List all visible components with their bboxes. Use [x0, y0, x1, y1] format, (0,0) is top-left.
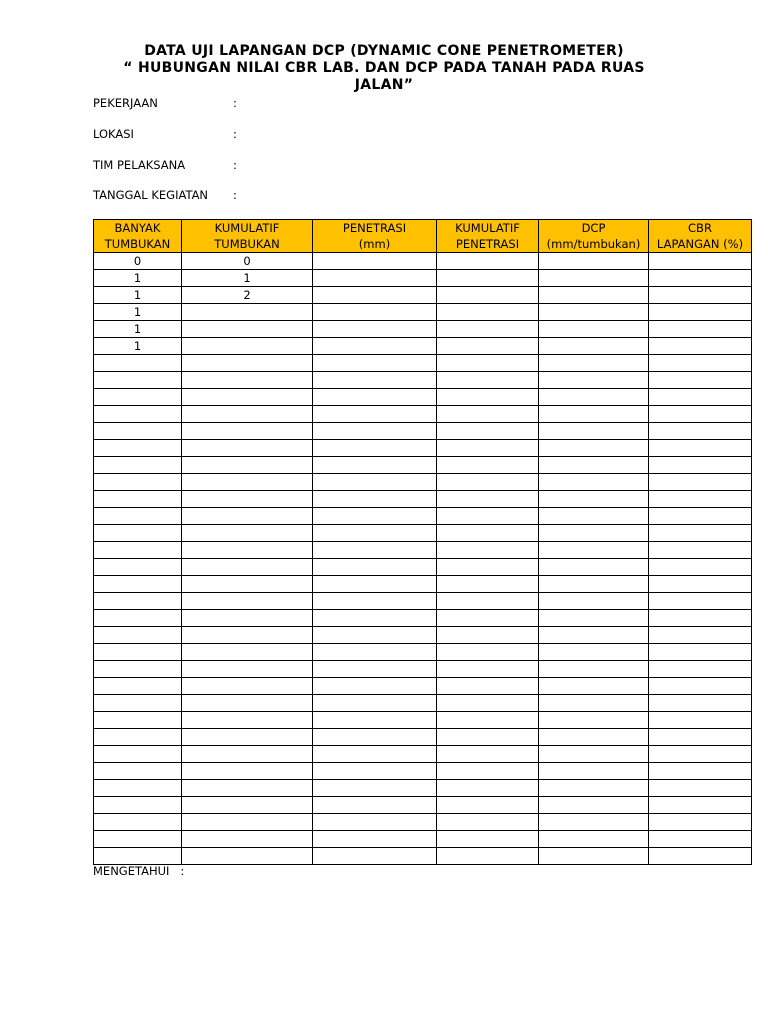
mengetahui-field [93, 864, 184, 878]
table-cell [539, 712, 649, 729]
table-cell [313, 406, 437, 423]
title-line-2: “ HUBUNGAN NILAI CBR LAB. DAN DCP PADA TANAH PADA RUAS [123, 60, 645, 76]
table-cell [313, 508, 437, 525]
table-cell [649, 661, 752, 678]
table-cell [313, 440, 437, 457]
table-cell [94, 627, 182, 644]
table-cell [437, 627, 539, 644]
table-cell [313, 338, 437, 355]
table-cell [539, 474, 649, 491]
table-cell [649, 355, 752, 372]
table-cell [437, 525, 539, 542]
table-cell [182, 678, 313, 695]
table-row [94, 508, 752, 525]
table-cell [94, 474, 182, 491]
table-cell [649, 848, 752, 865]
header-line: KUMULATIF [214, 221, 280, 235]
table-cell [94, 576, 182, 593]
table-cell [539, 440, 649, 457]
table-row [94, 355, 752, 372]
table-cell [539, 763, 649, 780]
table-cell [649, 491, 752, 508]
table-cell [313, 389, 437, 406]
table-cell [313, 372, 437, 389]
table-cell [94, 797, 182, 814]
field-label: TIM PELAKSANA [93, 158, 186, 172]
table-cell [94, 355, 182, 372]
table-row [94, 610, 752, 627]
header-line: (mm/tumbukan) [546, 237, 641, 251]
table-cell [94, 746, 182, 763]
table-cell [649, 525, 752, 542]
table-row [94, 593, 752, 610]
table-cell [539, 355, 649, 372]
table-cell: 2 [182, 287, 313, 304]
table-cell [437, 457, 539, 474]
table-cell [94, 508, 182, 525]
table-row [94, 321, 752, 338]
table-cell [649, 576, 752, 593]
table-cell [182, 763, 313, 780]
table-cell [313, 474, 437, 491]
table-cell [182, 372, 313, 389]
table-cell [649, 797, 752, 814]
table-cell [182, 355, 313, 372]
table-cell [437, 355, 539, 372]
table-cell [437, 780, 539, 797]
table-cell [182, 746, 313, 763]
table-cell [539, 627, 649, 644]
table-cell [649, 593, 752, 610]
table-cell [94, 661, 182, 678]
table-cell [313, 797, 437, 814]
table-cell [649, 287, 752, 304]
table-cell [182, 661, 313, 678]
table-cell [649, 508, 752, 525]
table-cell [182, 593, 313, 610]
table-cell [539, 491, 649, 508]
table-cell [94, 644, 182, 661]
table-cell [539, 610, 649, 627]
table-cell [539, 814, 649, 831]
table-cell: 1 [94, 321, 182, 338]
field-colon: : [233, 127, 237, 141]
table-cell [94, 814, 182, 831]
table-cell [182, 542, 313, 559]
table-cell [313, 678, 437, 695]
table-cell [437, 695, 539, 712]
table-cell [94, 831, 182, 848]
column-header-dcp [539, 220, 649, 253]
table-row [94, 287, 752, 304]
header-line: BANYAK [114, 221, 161, 235]
table-cell [649, 253, 752, 270]
table-cell [649, 389, 752, 406]
table-row [94, 389, 752, 406]
table-cell [539, 780, 649, 797]
table-cell [94, 457, 182, 474]
table-cell [437, 848, 539, 865]
table-cell [182, 610, 313, 627]
table-cell [437, 661, 539, 678]
table-cell [94, 559, 182, 576]
field-label: TANGGAL KEGIATAN [93, 188, 209, 202]
table-row [94, 457, 752, 474]
table-cell [539, 746, 649, 763]
table-cell [539, 729, 649, 746]
table-row [94, 661, 752, 678]
header-line: LAPANGAN (%) [656, 237, 744, 251]
table-cell [539, 576, 649, 593]
table-cell [437, 644, 539, 661]
document-title [80, 43, 688, 94]
column-header-penetrasi [313, 220, 437, 253]
table-cell [313, 831, 437, 848]
table-row [94, 848, 752, 865]
table-cell [182, 440, 313, 457]
table-cell [437, 321, 539, 338]
table-cell [313, 695, 437, 712]
table-cell [437, 253, 539, 270]
table-cell [539, 695, 649, 712]
table-cell [313, 270, 437, 287]
table-cell [437, 508, 539, 525]
table-cell [539, 542, 649, 559]
table-cell [437, 304, 539, 321]
table-cell [539, 372, 649, 389]
table-cell [313, 576, 437, 593]
table-cell [437, 270, 539, 287]
table-row [94, 746, 752, 763]
table-cell [94, 695, 182, 712]
table-row [94, 695, 752, 712]
table-row [94, 525, 752, 542]
table-cell [313, 287, 437, 304]
table-cell [649, 457, 752, 474]
table-cell [94, 440, 182, 457]
table-cell [313, 559, 437, 576]
table-cell [539, 304, 649, 321]
table-cell [437, 389, 539, 406]
table-cell [649, 678, 752, 695]
table-row [94, 729, 752, 746]
table-cell [94, 848, 182, 865]
table-cell [182, 780, 313, 797]
table-cell [539, 321, 649, 338]
table-cell [313, 712, 437, 729]
table-cell [313, 729, 437, 746]
table-cell [94, 491, 182, 508]
table-row [94, 559, 752, 576]
table-row [94, 797, 752, 814]
table-cell [437, 831, 539, 848]
table-row [94, 712, 752, 729]
table-cell [182, 576, 313, 593]
table-cell [182, 831, 313, 848]
field-tanggal-kegiatan [93, 188, 237, 202]
table-cell [313, 627, 437, 644]
table-cell [539, 593, 649, 610]
table-header-row [94, 220, 752, 253]
table-cell [94, 423, 182, 440]
table-cell [649, 338, 752, 355]
table-cell [539, 406, 649, 423]
table-cell [649, 270, 752, 287]
table-cell [313, 780, 437, 797]
table-cell [94, 593, 182, 610]
table-cell [182, 474, 313, 491]
table-cell [182, 729, 313, 746]
table-cell [539, 559, 649, 576]
column-header-kumulatif-tumbukan [182, 220, 313, 253]
table-row [94, 270, 752, 287]
table-cell [313, 321, 437, 338]
table-cell [539, 270, 649, 287]
table-cell [539, 389, 649, 406]
field-colon: : [233, 158, 237, 172]
table-cell [313, 491, 437, 508]
table-cell [313, 457, 437, 474]
table-cell [313, 661, 437, 678]
header-line: PENETRASI [342, 221, 407, 235]
table-cell [539, 644, 649, 661]
table-cell: 1 [94, 287, 182, 304]
table-cell [313, 610, 437, 627]
table-cell [437, 338, 539, 355]
field-colon: : [233, 96, 237, 110]
table-cell [437, 763, 539, 780]
table-cell [539, 678, 649, 695]
table-cell [649, 814, 752, 831]
table-cell [539, 338, 649, 355]
table-cell [539, 457, 649, 474]
table-cell [649, 304, 752, 321]
header-line: KUMULATIF [455, 221, 520, 235]
column-header-kumulatif-penetrasi [437, 220, 539, 253]
table-cell [94, 678, 182, 695]
table-row [94, 576, 752, 593]
table-cell [539, 525, 649, 542]
table-cell [649, 559, 752, 576]
header-line: CBR [688, 221, 712, 235]
table-cell [437, 712, 539, 729]
table-cell [182, 304, 313, 321]
table-cell [437, 542, 539, 559]
table-cell [649, 712, 752, 729]
table-row [94, 338, 752, 355]
table-cell: 1 [94, 304, 182, 321]
table-cell [539, 797, 649, 814]
field-colon: : [233, 188, 237, 202]
table-cell [182, 406, 313, 423]
table-row [94, 423, 752, 440]
table-cell [313, 423, 437, 440]
table-cell [649, 746, 752, 763]
field-tim-pelaksana [93, 158, 237, 172]
table-cell [649, 542, 752, 559]
table-row [94, 814, 752, 831]
table-cell [94, 389, 182, 406]
header-line: (mm) [358, 237, 391, 251]
table-body [94, 253, 752, 865]
table-row [94, 542, 752, 559]
table-cell [539, 508, 649, 525]
field-label: LOKASI [93, 127, 134, 141]
table-cell [437, 287, 539, 304]
table-cell [182, 525, 313, 542]
table-cell: 1 [94, 270, 182, 287]
table-row [94, 440, 752, 457]
table-cell [437, 593, 539, 610]
header-line: TUMBUKAN [214, 237, 280, 251]
table-row [94, 406, 752, 423]
title-line-1: DATA UJI LAPANGAN DCP (DYNAMIC CONE PENETROMETER) [144, 43, 624, 59]
table-cell [94, 406, 182, 423]
table-cell: 1 [182, 270, 313, 287]
table-cell [437, 559, 539, 576]
table-cell [182, 712, 313, 729]
table-cell [649, 627, 752, 644]
table-cell [313, 644, 437, 661]
table-cell [182, 457, 313, 474]
table-cell [539, 287, 649, 304]
table-cell: 1 [94, 338, 182, 355]
table-row [94, 763, 752, 780]
footer-label: MENGETAHUI [93, 864, 170, 878]
table-cell [649, 440, 752, 457]
table-cell [437, 678, 539, 695]
table-cell [94, 372, 182, 389]
table-cell [94, 729, 182, 746]
table-cell [539, 848, 649, 865]
table-cell [313, 593, 437, 610]
table-cell [313, 542, 437, 559]
table-row [94, 627, 752, 644]
table-cell [182, 423, 313, 440]
table-row [94, 491, 752, 508]
header-line: TUMBUKAN [104, 237, 171, 251]
table-cell [649, 321, 752, 338]
table-cell [182, 848, 313, 865]
table-row [94, 678, 752, 695]
table-cell [313, 848, 437, 865]
dcp-data-table [93, 219, 752, 865]
table-cell [649, 406, 752, 423]
table-cell [539, 253, 649, 270]
table-cell [182, 644, 313, 661]
table-cell [649, 695, 752, 712]
table-cell [539, 831, 649, 848]
table-cell [649, 372, 752, 389]
table-cell [649, 831, 752, 848]
table-cell [649, 763, 752, 780]
table-cell [437, 423, 539, 440]
table-row [94, 474, 752, 491]
column-header-banyak-tumbukan [94, 220, 182, 253]
table-cell [649, 474, 752, 491]
table-cell [437, 797, 539, 814]
table-cell [539, 423, 649, 440]
table-cell [437, 440, 539, 457]
table-cell [437, 610, 539, 627]
table-cell [437, 406, 539, 423]
table-cell [182, 559, 313, 576]
table-cell [313, 253, 437, 270]
table-cell [649, 610, 752, 627]
table-cell [649, 423, 752, 440]
table-row [94, 253, 752, 270]
header-line: DCP [581, 221, 606, 235]
table-cell [437, 491, 539, 508]
field-pekerjaan [93, 96, 237, 110]
column-header-cbr-lapangan [649, 220, 752, 253]
table-row [94, 780, 752, 797]
table-cell [182, 491, 313, 508]
table-cell [94, 763, 182, 780]
table-cell: 0 [94, 253, 182, 270]
table-cell [437, 746, 539, 763]
table-cell [182, 797, 313, 814]
table-cell [649, 644, 752, 661]
table-cell [182, 695, 313, 712]
table-cell [94, 542, 182, 559]
footer-colon: : [180, 864, 185, 878]
title-line-3: JALAN” [354, 77, 414, 93]
table-row [94, 372, 752, 389]
table-cell [182, 389, 313, 406]
table-cell [94, 525, 182, 542]
table-row [94, 644, 752, 661]
table-cell [94, 780, 182, 797]
table-cell [313, 525, 437, 542]
field-label: PEKERJAAN [93, 96, 158, 110]
header-line: PENETRASI [455, 237, 520, 251]
table-cell [182, 321, 313, 338]
table-cell [182, 508, 313, 525]
table-cell [313, 304, 437, 321]
table-cell: 0 [182, 253, 313, 270]
table-cell [437, 814, 539, 831]
table-cell [649, 780, 752, 797]
table-cell [313, 763, 437, 780]
table-cell [182, 338, 313, 355]
table-cell [539, 661, 649, 678]
table-cell [649, 729, 752, 746]
table-cell [94, 712, 182, 729]
table-cell [437, 576, 539, 593]
table-cell [437, 474, 539, 491]
table-row [94, 304, 752, 321]
table-cell [313, 355, 437, 372]
table-cell [182, 814, 313, 831]
table-cell [313, 814, 437, 831]
table-cell [313, 746, 437, 763]
table-cell [94, 610, 182, 627]
table-cell [437, 729, 539, 746]
table-cell [182, 627, 313, 644]
field-lokasi [93, 127, 237, 141]
table-cell [437, 372, 539, 389]
table-row [94, 831, 752, 848]
